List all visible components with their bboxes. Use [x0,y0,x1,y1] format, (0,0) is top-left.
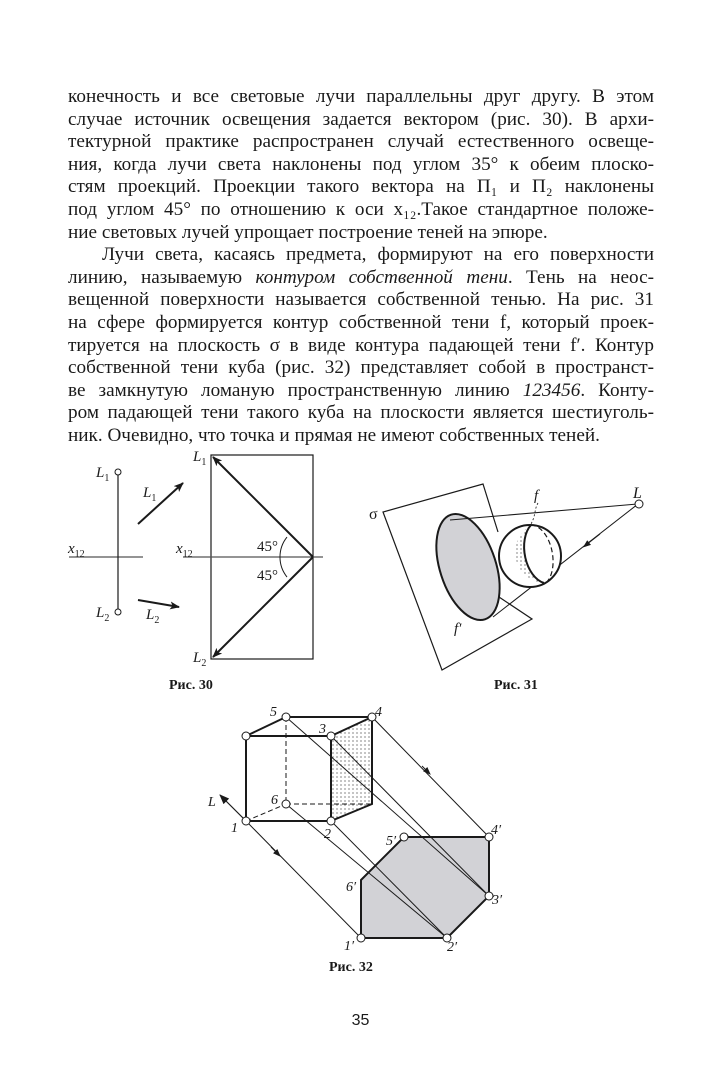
label-2-prime: 2′ [447,940,458,955]
label-L: L [633,485,642,502]
label-3-prime: 3′ [492,893,503,908]
text-line: конечность и все световые лучи параллельны друг другу. В этом [68,86,654,107]
figure-32 [200,700,520,960]
text-line: собственной тени куба (рис. 32) представляет собой в пространст- [68,357,654,379]
label-L1-right: $L_1$ [193,449,207,468]
label-5: 5 [270,705,277,720]
label-L2-right: $L_2$ [193,650,207,669]
text-line [68,380,654,403]
label-L2: $L_2$ [96,605,110,624]
label-f: f [534,488,539,504]
label-x12-right: $x_{12}$ [176,541,193,560]
body-text [68,86,654,448]
label-2: 2 [324,827,331,842]
label-1: 1 [231,821,238,836]
text-line: случае источник освещения задается вектором (рис. 30). В архи- [68,108,654,130]
point-sequence-italic: 123456 [522,379,581,401]
page-number: 35 [351,1012,370,1029]
text-line: тектурной практике распространен случай естественного освеще- [68,131,654,153]
term-italic: контуром собственной тени [255,266,508,288]
text-line: ром падающей тени такого куба на плоскости является шестиуголь- [68,402,654,424]
label-L: L [208,795,216,810]
label-sigma: σ [369,506,378,523]
label-f-prime: f′ [454,621,462,637]
label-L2-vector: $L_2$ [146,607,160,626]
label-6: 6 [271,793,278,808]
text-line: тируется на плоскость σ в виде контура падающей тени f′. Контур [68,334,654,356]
label-x12: $x_{12}$ [68,541,85,560]
text-line: под углом 45° по отношению к оси x₁₂.Такое стандартное положе- [68,198,654,220]
text-span: ве замкнутую ломаную пространственную линию [68,379,523,401]
text-span: линию, называемую [68,266,256,288]
text-line: ник. Очевидно, что точка и прямая не имеют собственных теней. [68,424,600,446]
text-line: на сфере формируется контур собственной тени f, который проек- [68,311,654,333]
label-L1: $L_1$ [96,465,110,484]
label-4-prime: 4′ [491,823,502,838]
label-6-prime: 6′ [346,880,357,895]
figure-31 [350,450,660,680]
angle-label-top: 45° [257,539,278,555]
text-line: ние световых лучей упрощает построение теней на эпюре. [68,221,548,243]
figure-32-caption: Рис. 32 [329,960,373,975]
label-1-prime: 1′ [344,939,355,954]
text-line: Лучи света, касаясь предмета, формируют на его поверхности [102,244,654,266]
angle-label-bottom: 45° [257,568,278,584]
label-4: 4 [375,705,382,720]
figure-30 [60,440,340,680]
text-line: ния, когда лучи света наклонены под углом 35° к обеим плоско- [68,153,654,175]
text-span: . Тень на неос- [507,266,654,288]
text-line: вещенной поверхности называется собственной тенью. На рис. 31 [68,289,654,311]
label-5-prime: 5′ [386,834,397,849]
text-line: стям проекций. Проекции такого вектора на Π₁ и Π₂ наклонены [68,176,654,198]
label-3: 3 [319,722,326,737]
text-span: . Конту- [580,379,655,401]
label-L1-vector: $L_1$ [143,485,157,504]
figure-31-caption: Рис. 31 [494,678,538,693]
text-line [68,267,654,290]
figure-30-caption: Рис. 30 [169,678,213,693]
